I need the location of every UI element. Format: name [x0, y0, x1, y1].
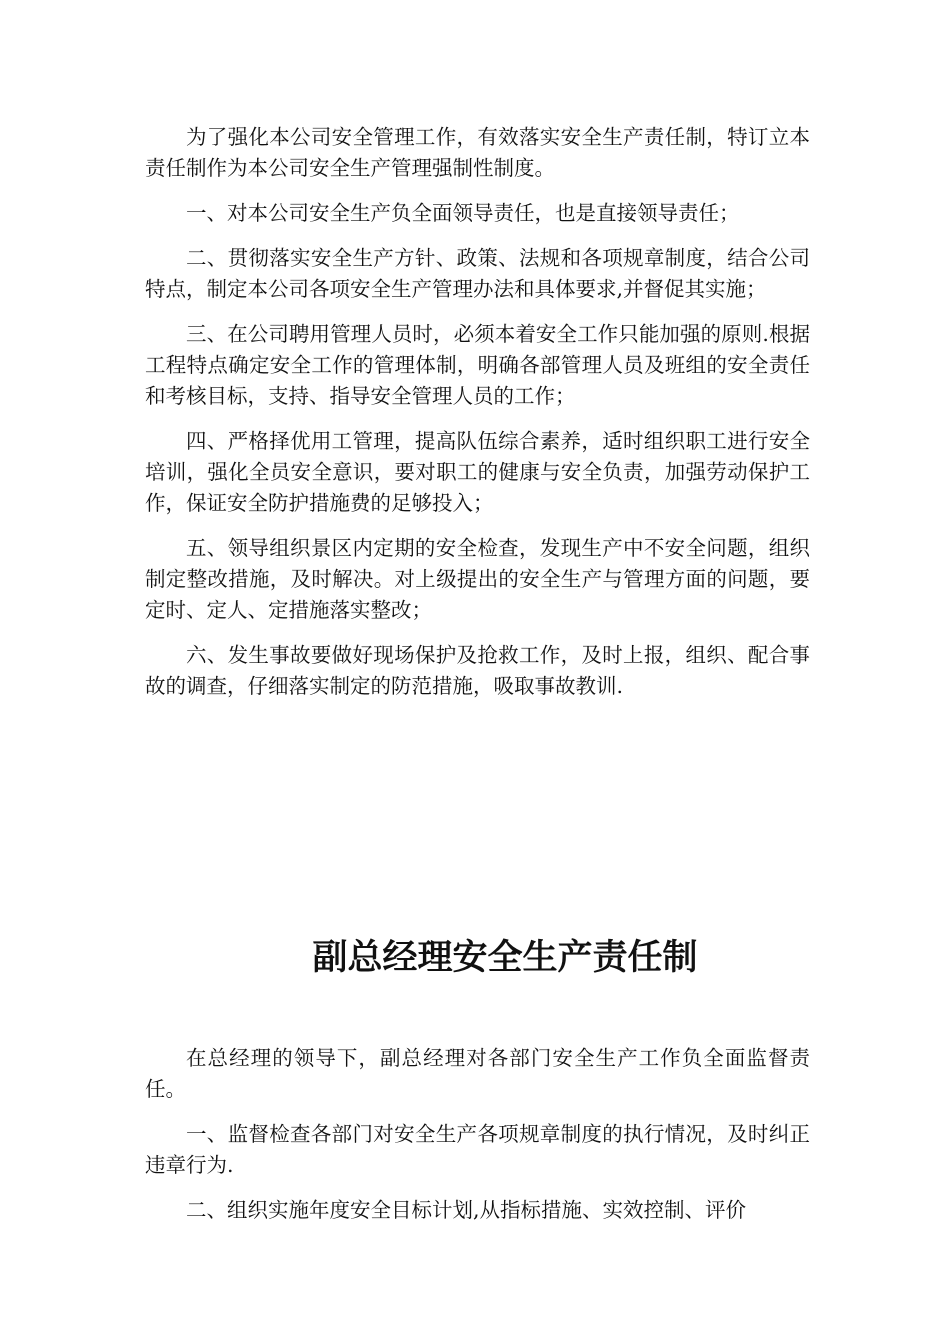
company-responsibility-section: [145, 122, 810, 716]
deputy-manager-responsibility-section: [145, 1043, 810, 1240]
clause-2-paragraph: 二、贯彻落实安全生产方针、政策、法规和各项规章制度，结合公司特点，制定本公司各项安全生产管理办法和具体要求,并督促其实施；: [145, 246, 810, 301]
deputy-clause-2-paragraph: 二、组织实施年度安全目标计划,从指标措施、实效控制、评价: [186, 1198, 747, 1222]
clause-3-paragraph: 三、在公司聘用管理人员时，必须本着安全工作只能加强的原则.根据工程特点确定安全工作的管理体制，明确各部管理人员及班组的安全责任和考核目标，支持、指导安全管理人员的工作；: [145, 322, 810, 408]
deputy-intro-paragraph: 在总经理的领导下，副总经理对各部门安全生产工作负全面监督责任。: [145, 1046, 810, 1101]
clause-5-paragraph: 五、领导组织景区内定期的安全检查，发现生产中不安全问题，组织制定整改措施，及时解决。对上级提出的安全生产与管理方面的问题，要定时、定人、定措施落实整改；: [145, 536, 810, 622]
clause-1-paragraph: 一、对本公司安全生产负全面领导责任，也是直接领导责任；: [186, 201, 740, 225]
intro-paragraph: 为了强化本公司安全管理工作，有效落实安全生产责任制，特订立本责任制作为本公司安全生产管理强制性制度。: [145, 125, 810, 180]
clause-4-paragraph: 四、严格择优用工管理，提高队伍综合素养，适时组织职工进行安全培训，强化全员安全意识，要对职工的健康与安全负责，加强劳动保护工作，保证安全防护措施费的足够投入；: [145, 429, 810, 515]
clause-6-paragraph: 六、发生事故要做好现场保护及抢救工作，及时上报，组织、配合事故的调查，仔细落实制定的防范措施，吸取事故教训.: [145, 643, 810, 698]
deputy-clause-1-paragraph: 一、监督检查各部门对安全生产各项规章制度的执行情况，及时纠正违章行为.: [145, 1122, 810, 1177]
section-title: 副总经理安全生产责任制: [312, 937, 698, 978]
